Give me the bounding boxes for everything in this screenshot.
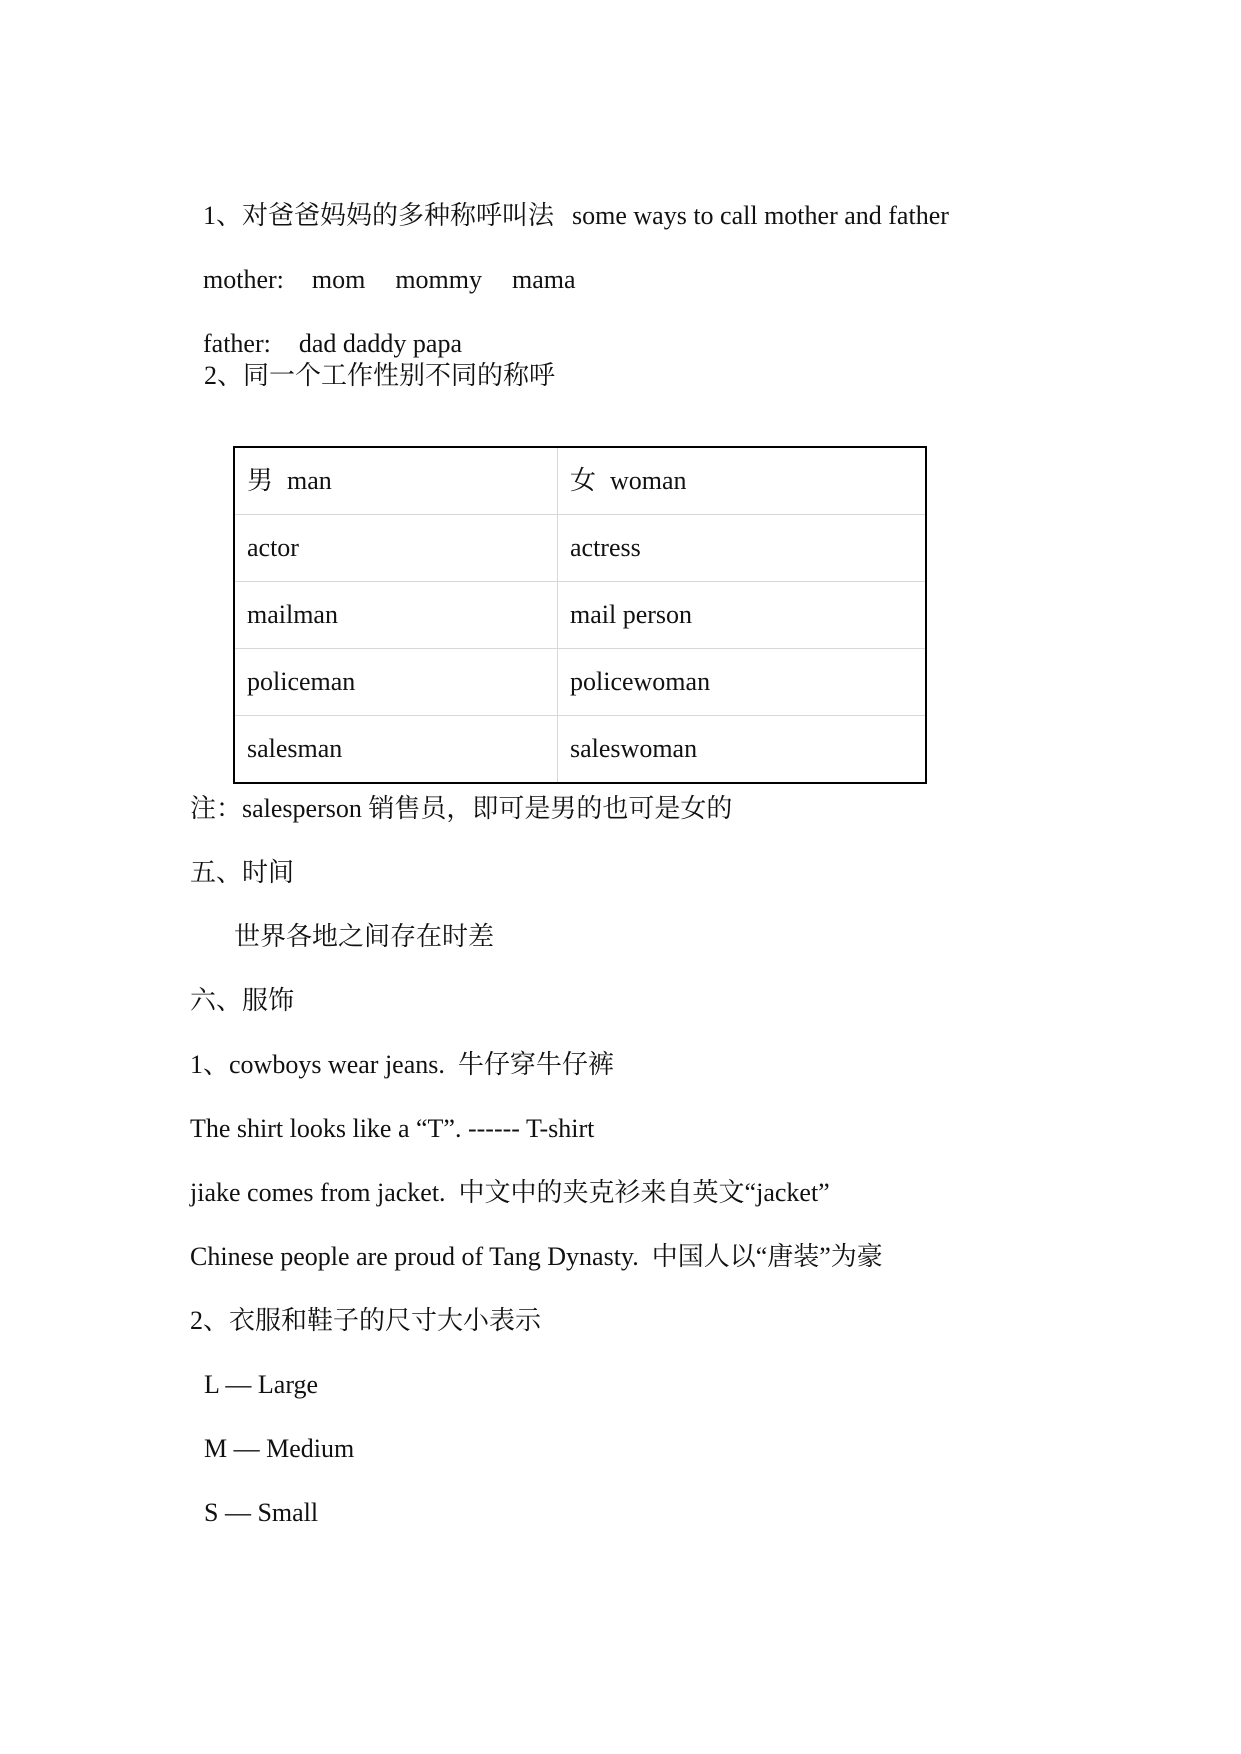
- mother-label: mother:: [203, 265, 284, 294]
- time-heading: 五、时间: [190, 858, 295, 887]
- table-cell: actress: [558, 515, 927, 582]
- table-cell: mail person: [558, 582, 927, 649]
- clothing-line: Chinese people are proud of Tang Dynasty. 中国人以“唐装”为豪: [190, 1242, 883, 1271]
- header-woman-en: woman: [610, 466, 687, 495]
- size-item: S — Small: [204, 1498, 319, 1527]
- gender-jobs-table: [233, 446, 927, 784]
- table-header-row: [234, 447, 926, 515]
- table-cell: saleswoman: [570, 734, 698, 763]
- table-row: [234, 716, 926, 784]
- size-item: M — Medium: [204, 1434, 355, 1463]
- table-row: [234, 515, 926, 582]
- header-man-zh: 男: [247, 466, 274, 495]
- clothing-line: The shirt looks like a “T”. ------ T-shirt: [190, 1114, 595, 1143]
- clothing-line: jiake comes from jacket. 中文中的夹克衫来自英文“jacket”: [190, 1178, 830, 1207]
- table-cell: policewoman: [558, 649, 927, 716]
- father-label: father:: [203, 329, 271, 358]
- clothing-heading: 六、服饰: [190, 986, 295, 1015]
- header-woman-zh: 女: [570, 466, 597, 495]
- time-body: 世界各地之间存在时差: [234, 922, 495, 951]
- parents-heading-en: some ways to call mother and father: [572, 201, 949, 230]
- table-row: [234, 649, 926, 716]
- clothing-line: 1、cowboys wear jeans. 牛仔穿牛仔裤: [190, 1050, 614, 1079]
- mother-line: [190, 232, 576, 296]
- parents-heading: 1、对爸爸妈妈的多种称呼叫法: [203, 201, 555, 230]
- mother-word: mom: [311, 265, 366, 294]
- table-header-cell: [558, 447, 927, 515]
- mother-word: mama: [512, 265, 576, 294]
- jobs-heading: 2、同一个工作性别不同的称呼: [204, 361, 556, 390]
- salesperson-note: 注：salesperson 销售员，即可是男的也可是女的: [190, 794, 733, 823]
- sizes-heading: 2、衣服和鞋子的尺寸大小表示: [190, 1306, 542, 1335]
- table-cell: mailman: [234, 582, 558, 649]
- size-item: L — Large: [204, 1370, 319, 1399]
- table-cell: policeman: [234, 649, 558, 716]
- table-cell: salesman: [234, 716, 558, 784]
- header-man-en: man: [287, 466, 332, 495]
- table-cell: actor: [234, 515, 558, 582]
- father-line: [190, 296, 462, 360]
- table-row: [234, 582, 926, 649]
- parents-heading-line: [190, 168, 949, 232]
- mother-word: mommy: [395, 265, 482, 294]
- table-header-cell: [234, 447, 558, 515]
- father-words: dad daddy papa: [298, 329, 463, 358]
